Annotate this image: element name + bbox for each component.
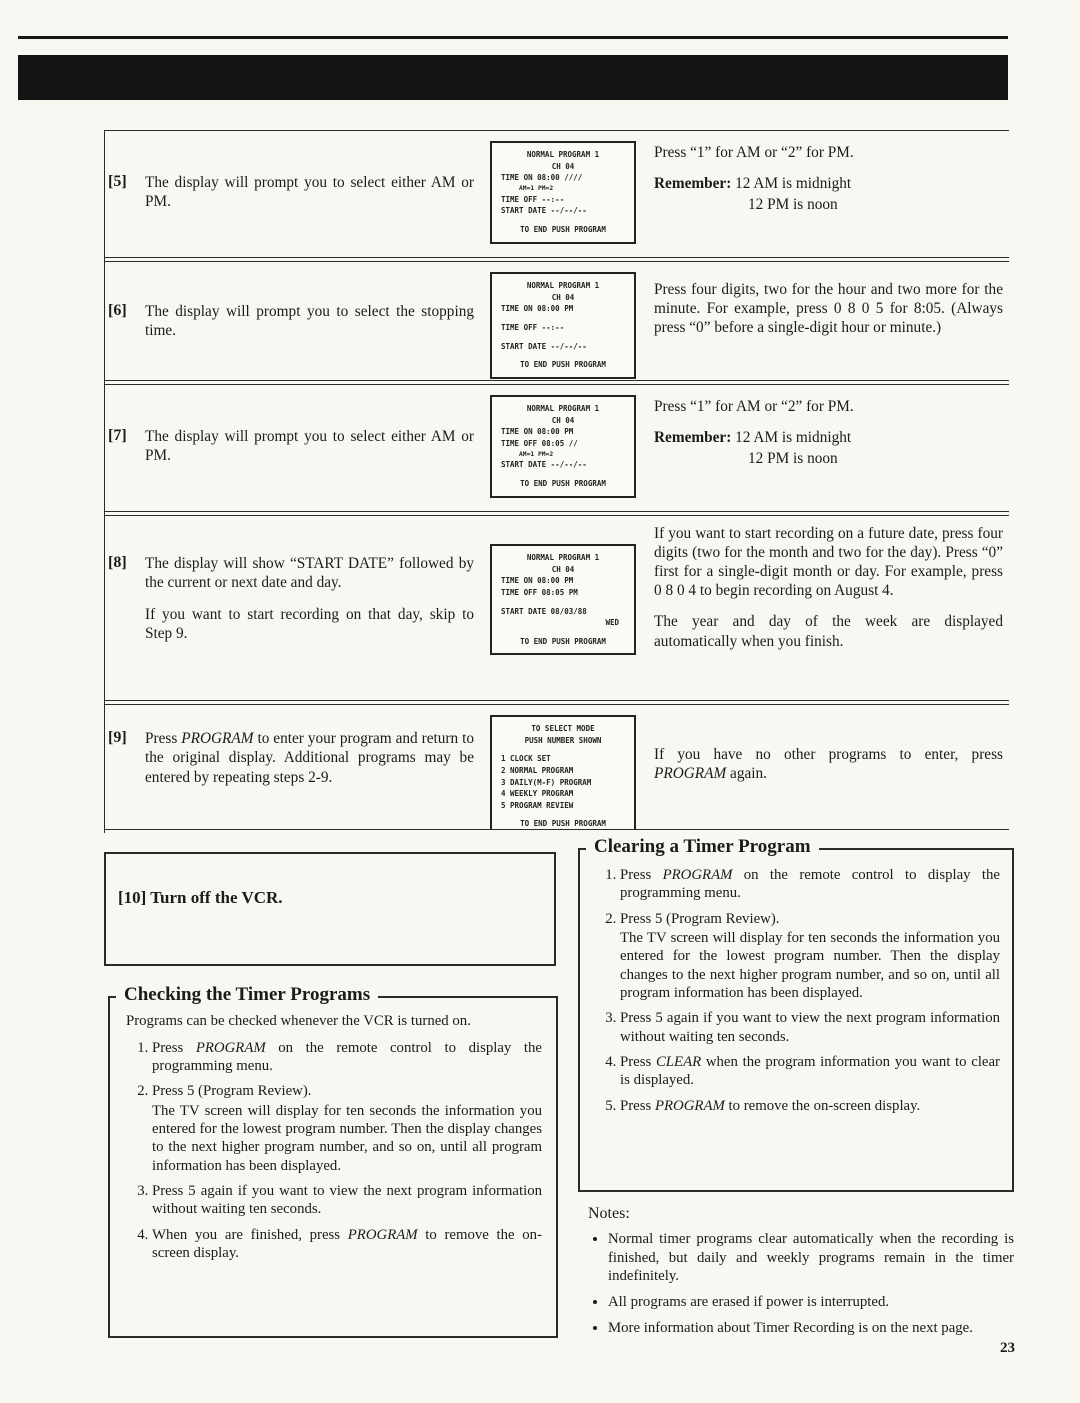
osd-screen [490,272,636,379]
screen-line: WED [605,618,619,628]
list-item-text: 3. Press 5 again if you want to view the next program information without waiting ten seconds. [152,1183,542,1218]
remember-note: Remember: 12 AM is midnight [654,429,852,447]
list-item-text: 5. Press PROGRAM to remove the on-screen display. [620,1097,921,1114]
osd-screen-wrap [490,385,650,511]
step-row-5 [105,130,1009,258]
list-item [152,1082,542,1175]
step-number: [9] [108,729,127,746]
list-item [620,1053,1000,1090]
list-item-continuation: The TV screen will display for ten seconds the information you entered for the lowest program number. Then the display changes to the next higher program number, and so on, until all program information has been displayed. [620,930,1000,1002]
screen-line: 5 PROGRAM REVIEW [501,800,574,810]
note-item: • All programs are erased if power is interrupted. [608,1293,1014,1312]
step-left-text [145,516,490,700]
section-title: Clearing a Timer Program [586,836,819,858]
screen-line: TIME ON 08:00 PM [501,427,574,437]
step-row-7 [105,384,1009,512]
notes-section [588,1204,1014,1344]
list-item [152,1039,542,1076]
screen-line: AM=1 PM=2 [519,450,554,458]
screen-line: TIME OFF 08:05 // [501,438,578,448]
step-description: The display will prompt you to select either AM or PM. [145,174,474,211]
osd-screen-wrap [490,705,650,830]
screen-line: TO END PUSH PROGRAM [520,224,606,234]
osd-screen-wrap [490,516,650,700]
step-number: [5] [108,173,127,190]
screen-line: START DATE --/--/-- [501,341,587,351]
step-right-text [650,516,1009,700]
list-item [620,1009,1000,1046]
step-number: [6] [108,302,127,319]
remember-note-line2: 12 PM is noon [748,450,838,468]
top-rule [18,36,1008,39]
step-number: [7] [108,427,127,444]
step-row-9 [105,704,1009,830]
screen-line: START DATE 08/03/88 [501,606,587,616]
screen-line: NORMAL PROGRAM 1 [526,150,600,159]
screen-line: 1 CLOCK SET [501,754,551,764]
screen-line: TIME OFF 08:05 PM [501,587,578,597]
checking-steps-list [126,1039,542,1263]
step-description: The display will show “START DATE” followed by the current or next date and day. [145,555,474,592]
screen-line: TO END PUSH PROGRAM [520,636,606,646]
list-item [152,1182,542,1219]
osd-screen-wrap [490,131,650,257]
screen-line: CH 04 [551,415,575,425]
screen-line: TIME ON 08:00 PM [501,304,574,314]
step-right-text [650,705,1009,830]
step-right-text [650,385,1009,511]
checking-section [108,984,558,1338]
screen-line: 4 WEEKLY PROGRAM [501,789,574,799]
note-item: • Normal timer programs clear automatically when the recording is finished, but daily and weekly programs remain in the timer indefinitely. [608,1230,1014,1286]
step-description-2: If you want to start recording on that day, skip to Step 9. [145,605,474,643]
list-item-text: 4. Press CLEAR when the program information you want to clear is displayed. [620,1054,1000,1089]
screen-line: TO END PUSH PROGRAM [520,819,606,829]
section-intro: Programs can be checked whenever the VCR is turned on. [126,1013,471,1029]
list-item-text: 3. Press 5 again if you want to view the next program information without waiting ten seconds. [620,1010,1000,1045]
instruction: If you want to start recording on a future date, press four digits (two for the month and two for the day). Press “0” first for a single-digit month or day. For example, press 0 8 0 4 to begin recording on August 4. [654,525,1003,600]
list-item-text: 2. Press 5 (Program Review). [152,1083,312,1100]
screen-line: TO SELECT MODE [531,724,595,733]
list-item-text: 1. Press PROGRAM on the remote control to display the programming menu. [620,867,1000,902]
osd-screen [490,544,636,655]
screen-line: TO END PUSH PROGRAM [520,478,606,488]
instruction: Press “1” for AM or “2” for PM. [654,144,854,161]
screen-line: TIME ON 08:00 //// [501,173,583,183]
list-item-text: 2. Press 5 (Program Review). [620,910,780,927]
step-description: The display will prompt you to select either AM or PM. [145,428,474,465]
screen-line: TIME OFF --:-- [501,322,565,332]
screen-line: NORMAL PROGRAM 1 [526,404,600,413]
step-description: Press PROGRAM to enter your program and return to the original display. Additional programs may be entered by repeating steps 2-9. [145,730,475,786]
screen-line: AM=1 PM=2 [519,184,554,192]
screen-line: NORMAL PROGRAM 1 [526,553,600,562]
screen-line: CH 04 [551,564,575,574]
notes-label: Notes: [588,1205,630,1222]
osd-screen [490,715,636,830]
steps-table [104,130,1009,833]
screen-line: PUSH NUMBER SHOWN [524,735,602,745]
screen-line: 2 NORMAL PROGRAM [501,765,574,775]
list-item [152,1226,542,1263]
screen-line: TIME OFF --:-- [501,194,565,204]
note-item: • More information about Timer Recording is on the next page. [608,1319,1014,1338]
instruction: If you have no other programs to enter, press PROGRAM again. [654,746,1003,783]
step-description: The display will prompt you to select the stopping time. [145,303,474,340]
step-left-text [145,705,490,830]
section-banner [18,55,1008,100]
clearing-section [578,836,1014,1192]
section-title: Checking the Timer Programs [116,984,378,1006]
list-item-text: 4. When you are finished, press PROGRAM to remove the on-screen display. [152,1226,542,1262]
screen-line: 3 DAILY(M-F) PROGRAM [501,777,592,787]
list-item-continuation: The TV screen will display for ten seconds the information you entered for the lowest program number. Then the display changes to the next higher program number, and so on, until all program information has been displayed. [152,1102,542,1174]
step-10-text: Turn off the VCR. [150,888,283,907]
instruction: Press four digits, two for the hour and two more for the minute. For example, press 0 8 0 5 for 8:05. (Always press “0” before a single-digit hour or minute.) [654,281,1003,337]
step-left-text [145,262,490,380]
list-item [620,1097,1000,1115]
osd-screen [490,395,636,498]
screen-line: START DATE --/--/-- [501,460,587,470]
step-right-text [650,262,1009,380]
list-item [620,866,1000,903]
remember-note: Remember: 12 AM is midnight [654,175,852,193]
screen-line: NORMAL PROGRAM 1 [526,281,600,290]
screen-line: TO END PUSH PROGRAM [520,360,606,370]
osd-screen-wrap [490,262,650,380]
step-10-box [104,852,556,966]
screen-line: START DATE --/--/-- [501,206,587,216]
clearing-steps-list [594,866,1000,1115]
step-left-text [145,385,490,511]
step-number: [8] [108,554,127,571]
page-number: 23 [1000,1340,1015,1356]
list-item-text: 1. Press PROGRAM on the remote control to display the programming menu. [152,1039,542,1074]
osd-screen [490,141,636,244]
step-right-text [650,131,1009,257]
screen-line: CH 04 [551,161,575,171]
step-left-text [145,131,490,257]
screen-line: CH 04 [551,292,575,302]
step-row-6 [105,261,1009,381]
step-row-8 [105,515,1009,701]
step-number: [10] [118,888,147,907]
remember-note-line2: 12 PM is noon [748,196,838,214]
instruction-2: The year and day of the week are displayed automatically when you finish. [654,613,1003,650]
notes-list [588,1230,1014,1337]
screen-line: TIME ON 08:00 PM [501,576,574,586]
list-item [620,910,1000,1003]
instruction: Press “1” for AM or “2” for PM. [654,398,854,415]
